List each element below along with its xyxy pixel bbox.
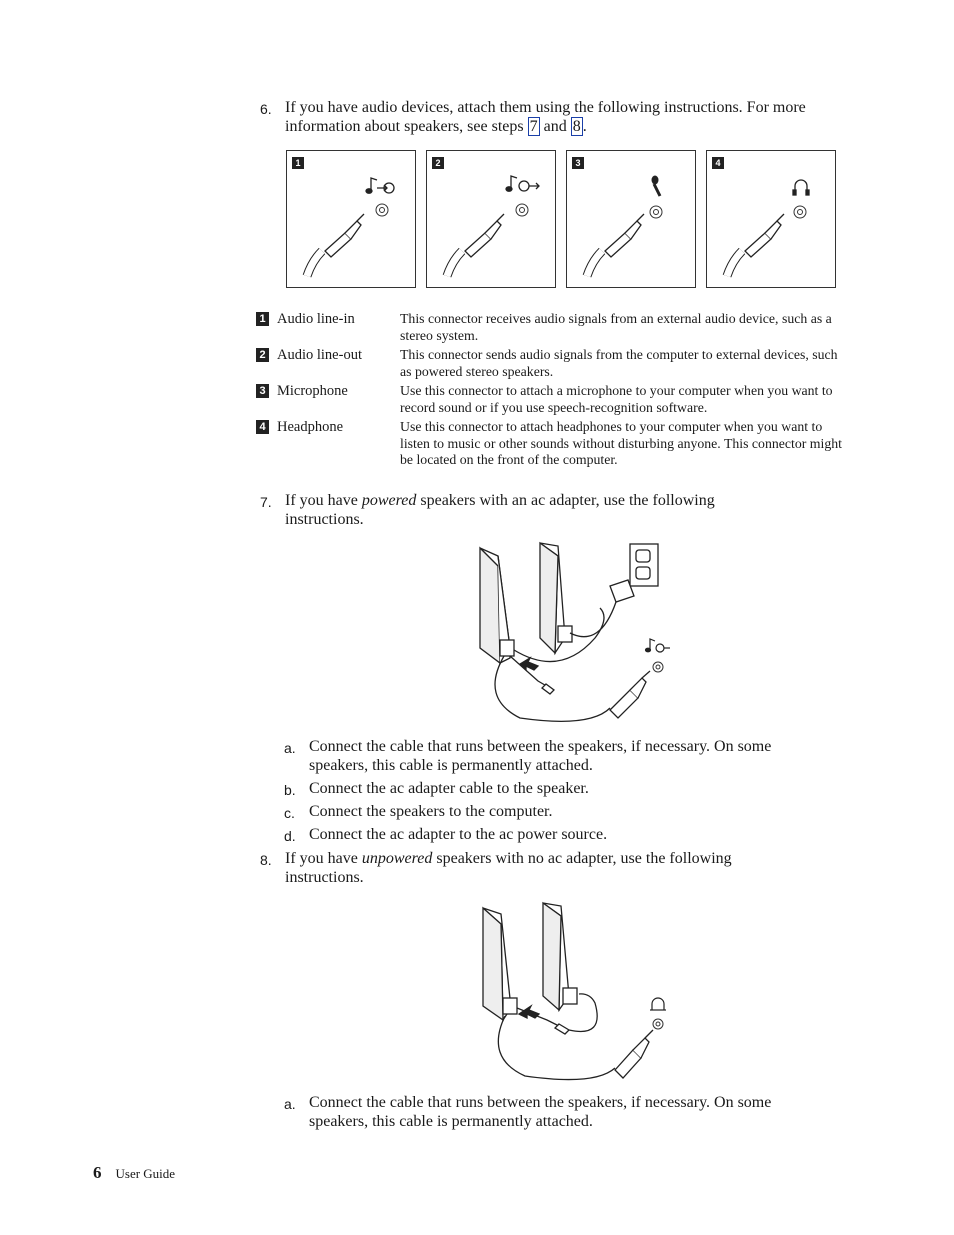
substep-text: Connect the ac adapter cable to the speaker. [309, 780, 589, 797]
step-number: 6. [260, 101, 272, 117]
row-label: Audio line-in [277, 311, 355, 327]
row-description: Use this connector to attach headphones to your computer when you want to listen to music or other sounds without disturbing anyone. This connector might be located on the front of the computer. [400, 419, 842, 467]
step-8-link[interactable]: 8 [572, 117, 581, 135]
substep-letter: a. [284, 740, 296, 756]
panel-badge: 2 [432, 157, 444, 169]
powered-speakers-illustration [470, 538, 670, 723]
row-badge: 4 [256, 420, 269, 434]
substep-letter: a. [284, 1096, 296, 1112]
headphone-illustration [707, 151, 837, 289]
row-description: This connector sends audio signals from the computer to external devices, such as powered stereo speakers. [400, 347, 838, 379]
substep-letter: b. [284, 782, 296, 798]
panel-badge: 3 [572, 157, 584, 169]
panel-badge: 4 [712, 157, 724, 169]
substep-text: Connect the speakers to the computer. [309, 803, 553, 820]
row-description: This connector receives audio signals from an external audio device, such as a stereo system. [400, 311, 832, 343]
substep-text: Connect the cable that runs between the speakers, if necessary. On some speakers, this cable is permanently attached. [309, 1094, 772, 1130]
audio-line-in-icon [366, 178, 394, 193]
substep-letter: c. [284, 805, 295, 821]
headphone-icon [793, 180, 809, 195]
headphone-icon [650, 998, 666, 1010]
row-badge: 3 [256, 384, 269, 398]
document-title: User Guide [115, 1166, 176, 1181]
audio-line-out-illustration [427, 151, 557, 289]
substep-text: Connect the ac adapter to the ac power source. [309, 826, 608, 843]
step-number: 8. [260, 852, 272, 868]
page-number: 6 [93, 1163, 102, 1182]
substep-letter: d. [284, 828, 296, 844]
row-label: Audio line-out [277, 347, 362, 363]
connector-panel-4 [706, 150, 836, 288]
connector-panel-2 [426, 150, 556, 288]
microphone-icon [652, 176, 661, 197]
connector-panel-3 [566, 150, 696, 288]
connector-panel-1 [286, 150, 416, 288]
microphone-illustration [567, 151, 697, 289]
unpowered-speakers-illustration [475, 898, 675, 1083]
row-description: Use this connector to attach a microphone to your computer when you want to record sound or if you use speech-recognition software. [400, 383, 833, 415]
step-7-link[interactable]: 7 [529, 117, 538, 135]
row-badge: 1 [256, 312, 269, 326]
step-text: If you have audio devices, attach them using the following instructions. For more information about speakers, see steps 7 and 8 . [285, 99, 806, 135]
substep-text: Connect the cable that runs between the speakers, if necessary. On some speakers, this cable is permanently attached. [309, 738, 772, 774]
audio-line-out-icon [506, 176, 539, 191]
panel-badge: 1 [292, 157, 304, 169]
page-footer [93, 1163, 175, 1183]
audio-line-out-icon [646, 639, 671, 652]
row-label: Microphone [277, 383, 348, 399]
row-badge: 2 [256, 348, 269, 362]
step-number: 7. [260, 494, 272, 510]
row-label: Headphone [277, 419, 344, 435]
audio-line-in-illustration [287, 151, 417, 289]
step-text: If you have powered speakers with an ac adapter, use the following instructions. [285, 492, 715, 528]
step-text: If you have unpowered speakers with no ac adapter, use the following instructions. [285, 850, 732, 886]
